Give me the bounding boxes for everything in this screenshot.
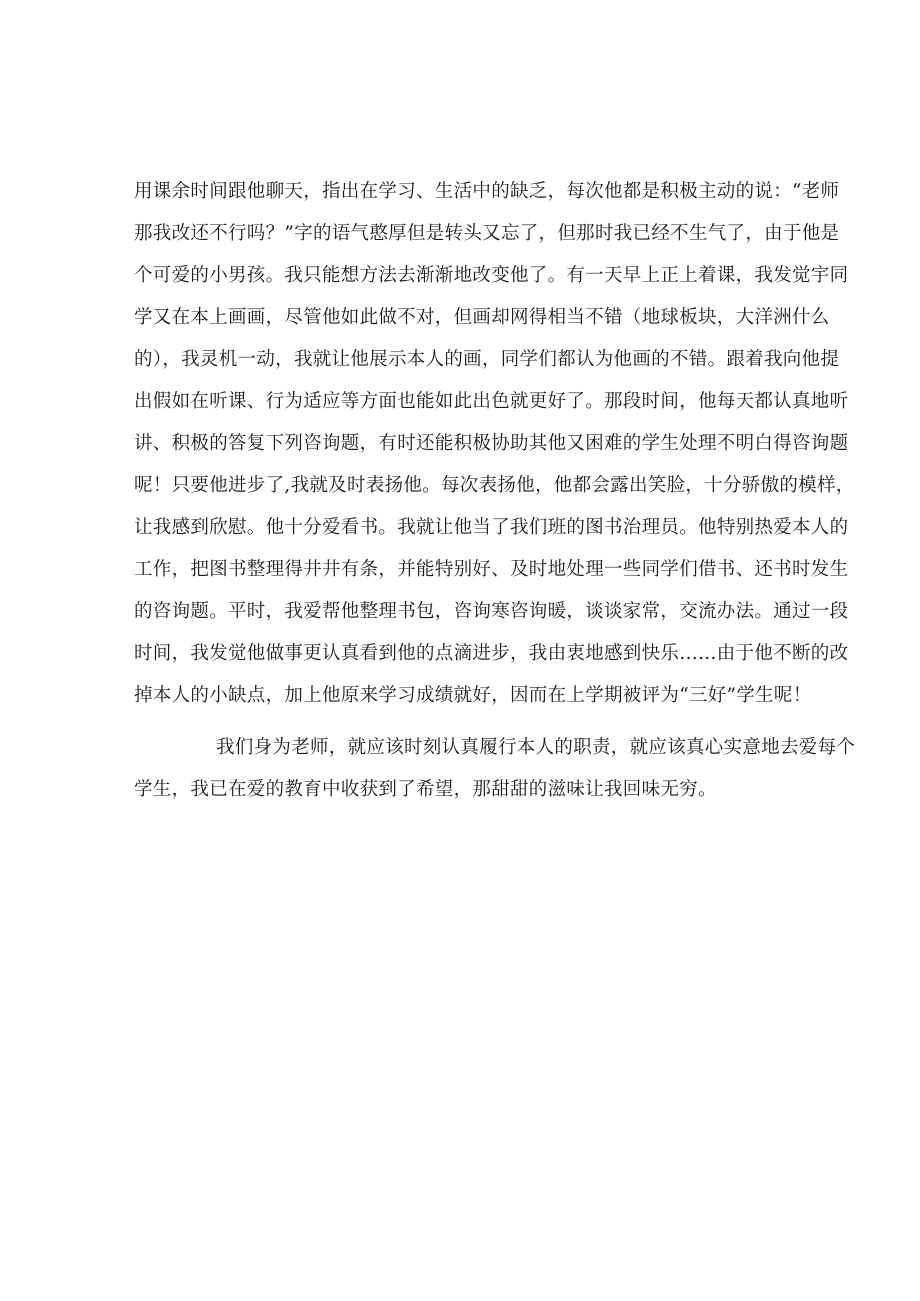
paragraph-1 — [134, 171, 855, 717]
paragraph-gap — [134, 717, 794, 727]
body-text — [134, 171, 856, 811]
text-line: 掉本人的小缺点，加上他原来学习成绩就好，因而在上学期被评为“三好”学生呢！ — [134, 685, 812, 706]
text-line: 个可爱的小男孩。我只能想方法去渐渐地改变他了。有一天早上正上着课，我发觉宇同 — [134, 265, 849, 286]
text-line: 出假如在听课、行为适应等方面也能如此出色就更好了。那段时间，他每天都认真地听 — [134, 391, 849, 412]
text-line: 讲、积极的答复下列咨询题，有时还能积极协助其他又困难的学生处理不明白得咨询题 — [134, 433, 849, 454]
text-line: 学又在本上画画，尽管他如此做不对，但画却网得相当不错（地球板块，大洋洲什么 — [134, 307, 830, 328]
text-line: 用课余时间跟他聊天，指出在学习、生活中的缺乏，每次他都是积极主动的说：“老师 — [134, 181, 840, 202]
text-line: 我们身为老师，就应该时刻认真履行本人的职责，就应该真心实意地去爱每个 — [216, 737, 856, 758]
text-line: 的），我灵机一动，我就让他展示本人的画，同学们都认为他画的不错。跟着我向他提 — [134, 349, 840, 370]
paragraph-2 — [134, 727, 856, 811]
text-line: 让我感到欣慰。他十分爱看书。我就让他当了我们班的图书治理员。他特别热爱本人的 — [134, 517, 849, 538]
text-line: 呢！只要他进步了,我就及时表扬他。每次表扬他，他都会露出笑脸，十分骄傲的模样， — [134, 475, 855, 496]
text-line: 的咨询题。平时，我爱帮他整理书包，咨询寒咨询暖，谈谈家常，交流办法。通过一段 — [134, 601, 849, 622]
text-line: 学生，我已在爱的教育中收获到了希望，那甜甜的滋味让我回味无穷。 — [134, 779, 717, 800]
text-line: 工作，把图书整理得井井有条，并能特别好、及时地处理一些同学们借书、还书时发生 — [134, 559, 849, 580]
text-line: 那我改还不行吗？”字的语气憨厚但是转头又忘了，但那时我已经不生气了，由于他是 — [134, 223, 840, 244]
text-line: 时间，我发觉他做事更认真看到他的点滴进步，我由衷地感到快乐……由于他不断的改 — [134, 643, 849, 664]
